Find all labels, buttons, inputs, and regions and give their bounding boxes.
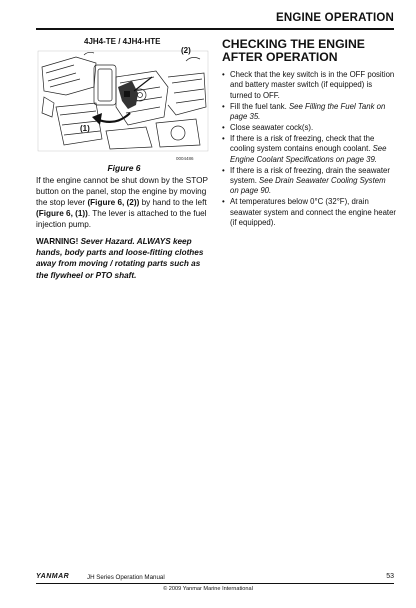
cross-reference: See Filling the Fuel Tank on page 35. bbox=[230, 101, 386, 122]
para-text: by hand to the left bbox=[139, 198, 207, 208]
callout-2-label: (2) bbox=[181, 46, 191, 55]
bullet-text: At temperatures below 0°C (32°F), drain seawater system and connect the engine heater (if equipped). bbox=[230, 197, 397, 228]
callout-1-label: (1) bbox=[80, 124, 90, 133]
checklist bbox=[222, 70, 396, 229]
header-rule bbox=[36, 28, 394, 30]
list-item bbox=[222, 134, 396, 165]
list-item bbox=[222, 166, 396, 197]
figure-6-illustration bbox=[36, 47, 212, 155]
cross-reference: See Engine Coolant Specifications on page 39. bbox=[230, 144, 387, 164]
list-item bbox=[222, 197, 396, 228]
bullet-glyph: • bbox=[222, 70, 225, 79]
copyright: © 2009 Yanmar Marine International bbox=[163, 586, 253, 592]
bullet-glyph: • bbox=[222, 165, 225, 175]
list-item bbox=[222, 102, 396, 123]
figure-code: 0004486 bbox=[176, 156, 194, 161]
stop-lever-paragraph bbox=[36, 175, 212, 230]
cross-reference: See Drain Seawater Cooling System on page 90. bbox=[230, 176, 386, 196]
warning-text: Sever Hazard. ALWAYS keep hands, body parts and loose-fitting clothes away from moving / rotating parts such as the flywheel or PTO shaft. bbox=[36, 237, 204, 280]
bullet-text: If there is a risk of freezing, check that the cooling system contains enough coolant. bbox=[230, 133, 375, 154]
bullet-text: Close seawater cock(s). bbox=[230, 123, 314, 133]
footer-rule bbox=[36, 583, 394, 584]
figure-ref: (Figure 6, (2)) bbox=[87, 198, 140, 208]
bullet-text: If there is a risk of freezing, drain the seawater system. bbox=[230, 165, 390, 186]
list-item bbox=[222, 123, 396, 133]
section-title: CHECKING THE ENGINE AFTER OPERATION bbox=[222, 37, 365, 64]
para-text: . The lever is attached to the fuel injection pump. bbox=[36, 209, 207, 230]
figure-ref: (Figure 6, (1)) bbox=[36, 209, 88, 219]
bullet-glyph: • bbox=[222, 123, 225, 133]
manual-title: JH Series Operation Manual bbox=[87, 574, 165, 581]
para-text: If the engine cannot be shut down by the STOP button on the panel, stop the engine by moving the stop lever bbox=[36, 176, 208, 208]
page-number: 53 bbox=[386, 573, 394, 580]
bullet-text: Check that the key switch is in the OFF position and battery master switch (if equipped) is turned to OFF. bbox=[230, 70, 395, 100]
warning-notice bbox=[36, 236, 214, 281]
bullet-glyph: • bbox=[222, 133, 225, 143]
brand-logo: YANMAR bbox=[36, 573, 70, 580]
figure-caption: Figure 6 bbox=[107, 163, 141, 173]
page-header-title: ENGINE OPERATION bbox=[276, 12, 394, 24]
bullet-text: Fill the fuel tank. bbox=[230, 101, 289, 111]
bullet-glyph: • bbox=[222, 101, 225, 111]
bullet-glyph: • bbox=[222, 197, 225, 207]
list-item bbox=[222, 70, 396, 101]
figure-model-label: 4JH4-TE / 4JH4-HTE bbox=[84, 37, 161, 46]
warning-label: WARNING! bbox=[36, 237, 79, 246]
